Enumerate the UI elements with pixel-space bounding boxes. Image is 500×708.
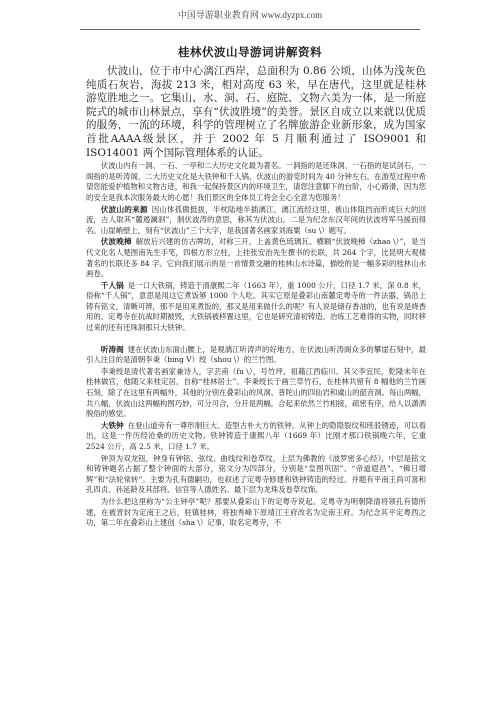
paragraph bbox=[86, 281, 426, 334]
paragraph-text: 因山体孤傲挺拔，半枕陆地半插漓江，漓江流经这里，被山体阻挡而形成巨大的回流，古人取其“麓遏澜洄”，制伏波涛的意思，称其为伏波山。二是为纪念东汉年间的伏波将军马援而得名。山崖峭壁上，刻有“伏波山”三个大字，是我国著名画家刘海粟（su \）题写。 bbox=[86, 204, 426, 235]
paragraph bbox=[86, 237, 426, 279]
site-header: 中国导游职业教育网 www.dyzpx.com bbox=[177, 10, 323, 20]
paragraph-text: 李秉绶是清代著名画家兼诗人，字芸甫（fu \），号竹坪，祖籍江西临川。其父李宜民，乾隆末年在桂林做官，他随父来桂定居，自称“桂林居士”。李秉绶长于画兰草竹石，在桂林共留有 8 幅他的兰竹画石刻，除了在这里有两幅外，其他的分别在叠彩山的风洞、普陀山的四仙岩和虞山的韶音洞。每山两幅，共八幅，伏波山这两幅构图巧妙，可分可合，分开是两幅，合起来依然兰竹相接，疏密有序，给人以潇洒脱俗的感觉。 bbox=[86, 366, 426, 419]
paragraph-text: 为什么把这里称为“公主钟亭”呢？那要从叠彩山下的定粤寺说起。定粤寺为明朝降清将领孔有德所建，在被晋封为定南王之后，驻镇桂林，将独秀峰下原靖江王府改名为定南王府。为纪念其平定粤西之功，第二年在叠彩山上建创（sha \）记事，取名定粤寺，不 bbox=[86, 496, 426, 528]
section-heading: 伏波晚樟 bbox=[100, 237, 132, 247]
paragraph-text: 伏波山，位于市中心漓江西岸，总面积为 0.86 公顷，山体为浅灰色纯质石灰岩，海拔 213 米，相对高度 63 米，早在唐代，这里就是桂林游览胜地之一。它集山、水、洞、石、庭院、文物六美为一体，是一所庭院式的城市山林景点，享有“伏波胜境”的美誉。景区自成立以来就以优质的服务，一流的环境，科学的管理树立了名牌旅游企业新形象，成为国家首批AAAA级景区，并于 2002 年 5 月顺利通过了 ISO9001 和 ISO14001 两个国际管理体系的认证。 bbox=[86, 65, 426, 159]
paragraph-text: 是一口大铁锅，铸造于清康熙二年（1663 年），重 1000 公斤，口径 1.7 米，深 0.8 米，俗称“千人锅”，意思是用这它煮饭够 1000 个人吃。其实它原是叠彩山南麓定粤寺的一件法器，锅沿上铸有铭文，清晰可辨，那不是用来煮饭的，那又是用来做什么的呢？有人说是储存香油的，也有说是烧香用的。定粤寺在抗战时期被毁，大铁锅被移置这里，它也是研究清初铸造、冶炼工艺难得的实物，同时移过来的还有还珠洞那只大铁钟。 bbox=[86, 280, 426, 333]
header-rule bbox=[80, 29, 420, 30]
section-heading: 千人锅 bbox=[100, 280, 124, 290]
paragraph bbox=[86, 161, 426, 203]
section-heading: 大铁钟 bbox=[100, 420, 124, 430]
paragraph-text: 在登山道旁有一尊形制巨大、造型古朴大方的铁钟。从钟上的隐隐裂纹和班驳锈迹，可以看出，这是一件历经沧桑的历史文物。铁钟铸造于康熙八年（1669 年）比刚才那口铁锅晚六年，它重 2524 公斤，高 2.5 米，口径 1.7 米。 bbox=[86, 420, 426, 451]
paragraph bbox=[86, 454, 426, 496]
section-heading: 听涛阁 bbox=[100, 344, 124, 354]
paragraph-gap bbox=[86, 334, 426, 344]
paragraph-text: 建在伏波山东面山腰上，是观漓江听涛声的好地方，在伏波山听涛阁众多的攀崖石刻中，最引人注目的是清朝李秉（bing V）绶（shou \）的兰竹图。 bbox=[86, 344, 426, 365]
document-title: 桂林伏波山导游词讲解资料 bbox=[178, 45, 322, 59]
paragraph bbox=[86, 205, 426, 237]
paragraph bbox=[86, 65, 426, 160]
paragraph bbox=[86, 421, 426, 453]
paragraph-text: 钟顶为双龙钮，钟身有钟铭、弦纹、曲线纹和卷草纹，上层为佛教的《波罗密多心经》，中层是铭文和铸钟题名占据了整个钟面的大部分，铭文分为四部分，分别是“皇图巩固”、“帝道遐昌”、“佛日增辉”和“法轮常转”。主要为孔有德嗣功，也叙述了定粤寺修建和铁钟铸造的经过。并题有平南王尚可喜和孔四贞、孙延龄及其部将、信官等人德姓名。最下层为龙珠及卷草纹饰。 bbox=[86, 453, 426, 495]
paragraph bbox=[86, 497, 426, 529]
paragraph-text: 伏波山内有一洞、一石、一亭和二大历史文化最为著名。一洞指的是还珠洞，一石指的是试剑石，一阁指的是听涛阁，二大历史文化是大铁钟和千人锅，伏波山的游览时间为 40 分钟左右。在游览过程中希望您能爱护植物和文物古迹，和我一起保持景区内的环境卫生，请您注意脚下的台阶，小心路滑，因为您的安全是我本次服务最大的心愿！我们景区的全体员工将会全心全意为您服务！ bbox=[86, 161, 426, 202]
paragraph-text: 解放后兴建的仿古牌坊，对称三开，上盖黄色琉璃瓦。横额“伏波晚樟（zhao \）”，是当代文化名人楚图南先生手笔，四根方形立柱，上挂张安治先生撰书的长联，共 264 个字，比昆明大观楼著名的长联还多 84 字。它向我们展示的是一首情景交融的桂林山水诗篇，描绘的是一幅多彩的桂林山水画卷。 bbox=[86, 237, 427, 279]
document-body bbox=[86, 64, 426, 529]
paragraph bbox=[86, 367, 426, 420]
paragraph bbox=[86, 345, 426, 366]
section-heading: 伏波山的来源 bbox=[100, 204, 148, 214]
